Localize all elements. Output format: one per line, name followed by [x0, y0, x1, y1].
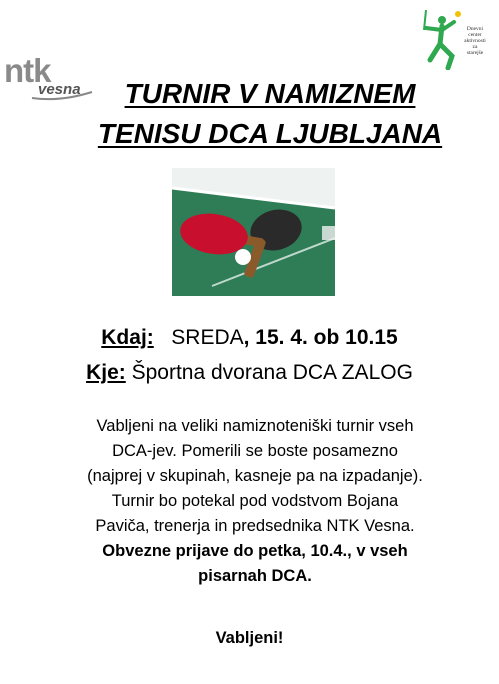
dca-logo [418, 8, 494, 72]
table-tennis-photo [172, 168, 335, 296]
body-line: Paviča, trenerja in predsednika NTK Vesna. [95, 517, 415, 535]
where-place: Športna dvorana DCA ZALOG [131, 361, 413, 384]
body-line: Vabljeni na veliki namiznoteniški turnir vseh [96, 417, 414, 435]
event-when [0, 326, 499, 350]
when-date: , 15. 4. ob 10.15 [243, 326, 398, 349]
closing-text: Vabljeni! [215, 629, 284, 647]
when-label: Kdaj: [101, 326, 154, 349]
body-line: Turnir bo potekal pod vodstvom Bojana [111, 492, 399, 510]
dca-logo-text: Dnevni center aktivnosti za starejše [464, 26, 486, 56]
event-where [0, 361, 499, 385]
body-line: DCA-jev. Pomerili se boste posamezno [112, 442, 398, 460]
title-line-2: TENISU DCA LJUBLJANA [97, 118, 443, 149]
registration-notice: Obvezne prijave do petka, 10.4., v vseh [102, 542, 408, 560]
page-title [50, 74, 490, 154]
registration-notice: pisarnah DCA. [198, 567, 312, 585]
vesna-logo-text: vesna [38, 81, 81, 98]
body-line: (najprej v skupinah, kasneje pa na izpadanje). [87, 467, 423, 485]
ping-pong-ball-icon [235, 249, 251, 265]
title-line-1: TURNIR V NAMIZNEM [124, 78, 416, 109]
invitation-text [40, 414, 470, 589]
where-label: Kje: [86, 361, 126, 384]
ntk-logo-text: ntk [4, 52, 51, 89]
when-day: SREDA [171, 326, 244, 349]
